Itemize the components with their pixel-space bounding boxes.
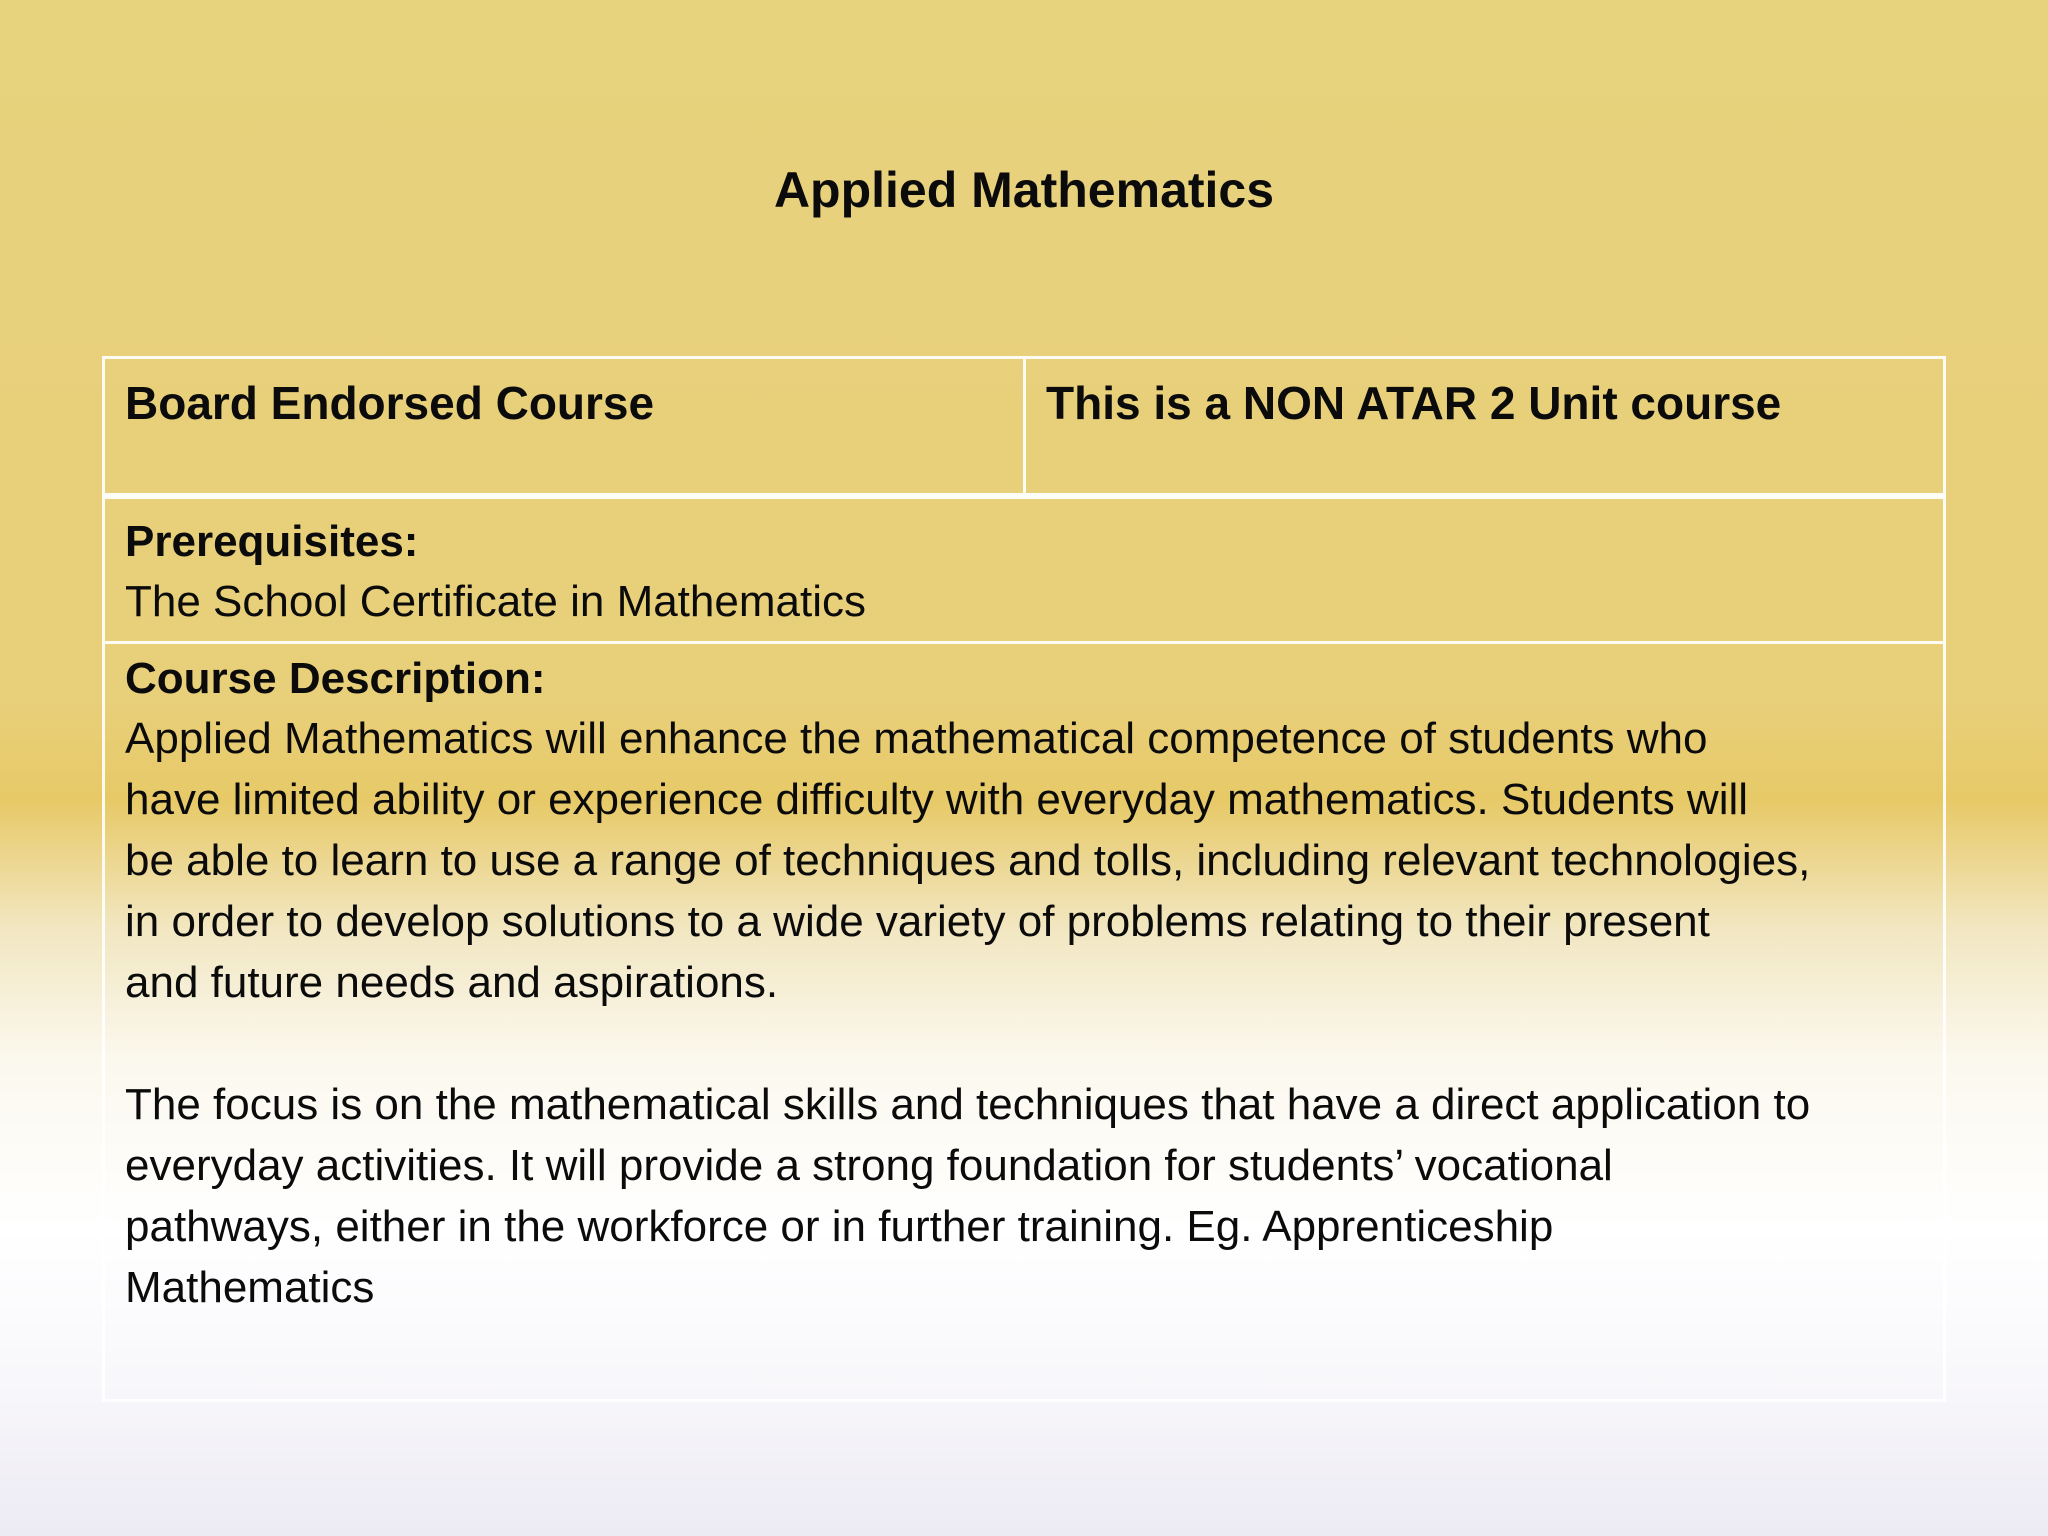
- unit-info-cell: This is a NON ATAR 2 Unit course: [1046, 377, 1782, 429]
- table-header-row: [105, 359, 1943, 499]
- description-line: have limited ability or experience difficulty with everyday mathematics. Students will: [125, 775, 1749, 824]
- prerequisites-text: The School Certificate in Mathematics: [125, 577, 866, 626]
- description-line: in order to develop solutions to a wide variety of problems relating to their present: [125, 897, 1710, 946]
- description-line: and future needs and aspirations.: [125, 958, 779, 1007]
- description-line: everyday activities. It will provide a strong foundation for students’ vocational: [125, 1141, 1613, 1190]
- description-line: be able to learn to use a range of techniques and tolls, including relevant technologies,: [125, 836, 1811, 885]
- prerequisites-label: Prerequisites:: [125, 517, 419, 566]
- course-info-table: [102, 356, 1946, 1402]
- course-description-label: Course Description:: [125, 654, 546, 703]
- description-line: The focus is on the mathematical skills and techniques that have a direct application to: [125, 1080, 1811, 1129]
- slide-title: Applied Mathematics: [773, 162, 1275, 218]
- description-line: Mathematics: [125, 1263, 375, 1312]
- prerequisites-row: [105, 499, 1943, 644]
- description-line: pathways, either in the workforce or in further training. Eg. Apprenticeship: [125, 1202, 1554, 1251]
- course-type-cell: Board Endorsed Course: [105, 359, 1026, 493]
- paragraph-spacer: [125, 1013, 1923, 1074]
- course-description-row: [105, 644, 1943, 1399]
- description-line: Applied Mathematics will enhance the mathematical competence of students who: [125, 714, 1708, 763]
